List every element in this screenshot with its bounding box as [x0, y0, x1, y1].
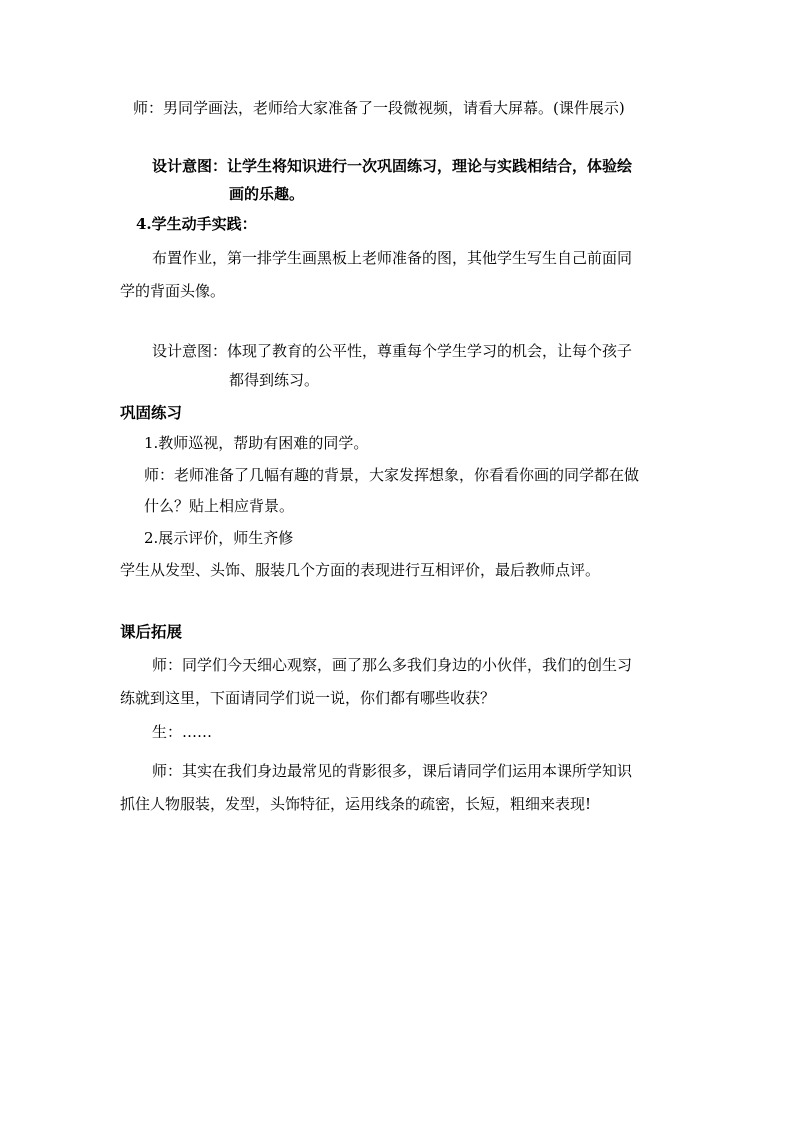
design-intent-1-line2: 画的乐趣。 [229, 185, 305, 203]
section-4-body-line2: 学的背面头像。 [120, 282, 226, 300]
section-4-title: 4.学生动手实践： [136, 215, 257, 233]
section-4-body-line1: 布置作业，第一排学生画黑板上老师准备的图，其他学生写生自己前面同 [152, 249, 633, 267]
extension-teacher2-line1: 师：其实在我们身边最常见的背影很多，课后请同学们运用本课所学知识 [152, 762, 633, 780]
extension-student: 生：…… [152, 723, 213, 741]
design-intent-2-line1: 设计意图：体现了教育的公平性，尊重每个学生学习的机会，让每个孩子 [152, 342, 633, 360]
extension-teacher2-line2: 抓住人物服装，发型，头饰特征，运用线条的疏密，长短，粗细来表现! [120, 795, 592, 813]
consolidation-item-2: 2.展示评价，师生齐修 [144, 529, 294, 547]
consolidation-title: 巩固练习 [120, 403, 183, 422]
design-intent-2-line2: 都得到练习。 [229, 371, 320, 389]
consolidation-student-eval: 学生从发型、头饰、服装几个方面的表现进行互相评价，最后教师点评。 [120, 561, 601, 579]
consolidation-teacher-line1: 师：老师准备了几幅有趣的背景，大家发挥想象，你看看你画的同学都在做 [144, 466, 640, 484]
extension-teacher1-line2: 练就到这里，下面请同学们说一说，你们都有哪些收获？ [120, 689, 496, 707]
design-intent-1-line1: 设计意图：让学生将知识进行一次巩固练习，理论与实践相结合，体验绘 [152, 157, 633, 175]
intro-line: 师：男同学画法，老师给大家准备了一段微视频，请看大屏幕。(课件展示) [133, 99, 625, 117]
consolidation-teacher-line2: 什么？贴上相应背景。 [144, 497, 295, 515]
extension-teacher1-line1: 师：同学们今天细心观察，画了那么多我们身边的小伙伴，我们的创生习 [152, 656, 633, 674]
consolidation-item-1: 1.教师巡视，帮助有困难的同学。 [144, 434, 369, 452]
extension-title: 课后拓展 [120, 622, 183, 641]
